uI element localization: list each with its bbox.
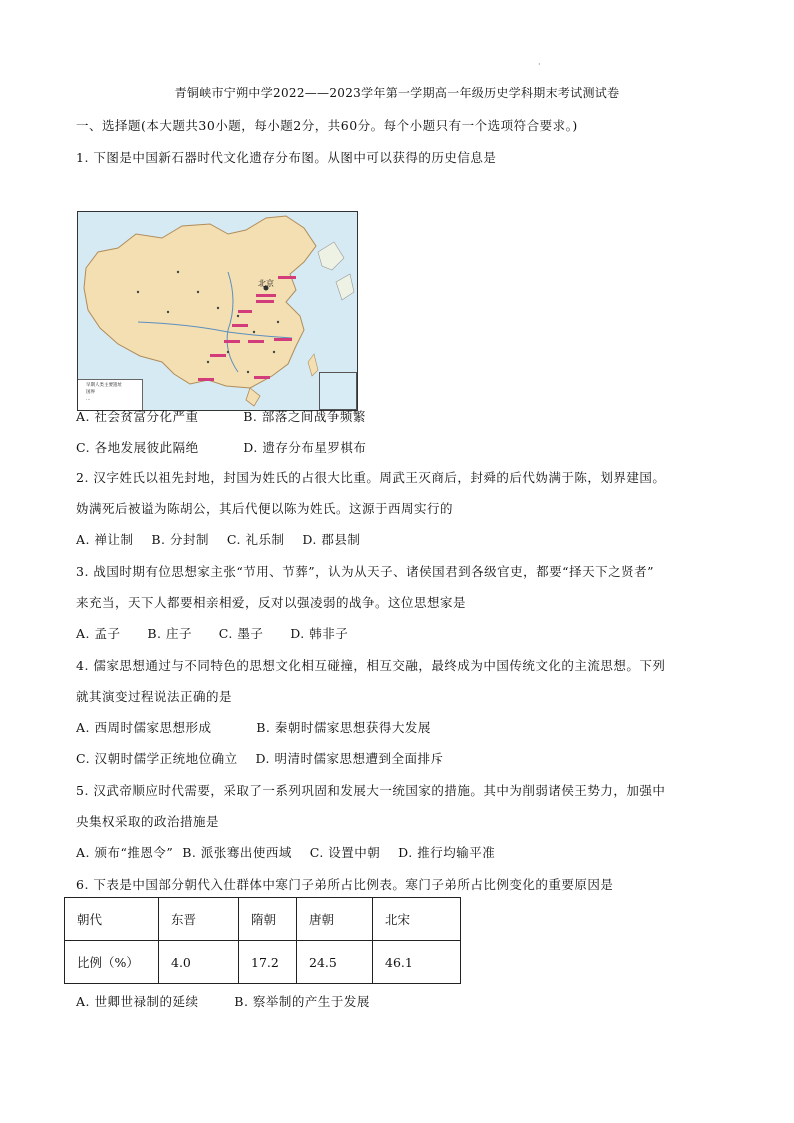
- table-cell: 朝代: [65, 898, 159, 941]
- map-legend: [78, 379, 143, 410]
- question-5-stem-line-1: 5. 汉武帝顺应时代需要，采取了一系列巩固和发展大一统国家的措施。其中为削弱诸侯王势力，加强中: [76, 783, 666, 798]
- map-city-label: 北京: [258, 279, 274, 288]
- south-china-sea-inset: [319, 372, 357, 410]
- question-2-stem-line-2: 妫满死后被谥为陈胡公，其后代便以陈为姓氏。这源于西周实行的: [76, 501, 454, 516]
- question-4-stem-line-2: 就其演变过程说法正确的是: [76, 689, 233, 704]
- table-cell: 4.0: [159, 941, 239, 984]
- table-cell: 唐朝: [297, 898, 373, 941]
- table-cell: 东晋: [159, 898, 239, 941]
- question-3-options: A. 孟子 B. 庄子 C. 墨子 D. 韩非子: [76, 626, 349, 641]
- table-cell: 隋朝: [239, 898, 297, 941]
- question-1-stem: 1. 下图是中国新石器时代文化遗存分布图。从图中可以获得的历史信息是: [76, 150, 497, 165]
- legend-item-sites: 早期人类主要遗址: [86, 383, 122, 388]
- question-3-stem-line-1: 3. 战国时期有位思想家主张“节用、节葬”，认为从天子、诸侯国君到各级官吏，都要“择天下之贤者”: [76, 564, 654, 579]
- table-cell: 比例（%）: [65, 941, 159, 984]
- question-4-stem-line-1: 4. 儒家思想通过与不同特色的思想文化相互碰撞，相互交融，最终成为中国传统文化的主流思想。下列: [76, 658, 666, 673]
- question-1-options-row-1: A. 社会贫富分化严重 B. 部落之间战争频繁: [76, 409, 366, 424]
- table-cell: 17.2: [239, 941, 297, 984]
- question-4-options-row-1: A. 西周时儒家思想形成 B. 秦朝时儒家思想获得大发展: [76, 720, 431, 735]
- exam-title: 青铜峡市宁朔中学2022——2023学年第一学期高一年级历史学科期末考试测试卷: [174, 86, 620, 100]
- question-6-stem: 6. 下表是中国部分朝代入仕群体中寒门子弟所占比例表。寒门子弟所占比例变化的重要原因是: [76, 877, 614, 892]
- section-heading: 一、选择题(本大题共30小题，每小题2分，共60分。每个小题只有一个选项符合要求。): [76, 118, 578, 133]
- question-1-options-row-2: C. 各地发展彼此隔绝 D. 遗存分布星罗棋布: [76, 440, 367, 455]
- header-mark: ·: [538, 60, 541, 69]
- question-5-options: A. 颁布“推恩令” B. 派张骞出使西域 C. 设置中朝 D. 推行均输平准: [76, 845, 496, 860]
- question-4-options-row-2: C. 汉朝时儒学正统地位确立 D. 明清时儒家思想遭到全面排斥: [76, 751, 444, 766]
- table-cell: 46.1: [373, 941, 461, 984]
- legend-item-border: 国界: [86, 390, 95, 395]
- question-2-options: A. 禅让制 B. 分封制 C. 礼乐制 D. 郡县制: [76, 532, 361, 547]
- question-6-options: A. 世卿世禄制的延续 B. 察举制的产生于发展: [76, 994, 370, 1009]
- civil-service-ratio-table: [64, 897, 461, 984]
- question-5-stem-line-2: 央集权采取的政治措施是: [76, 814, 220, 829]
- table-cell: 北宋: [373, 898, 461, 941]
- table-cell: 24.5: [297, 941, 373, 984]
- neolithic-sites-map: [77, 211, 358, 411]
- question-3-stem-line-2: 来充当，天下人都要相亲相爱，反对以强凌弱的战争。这位思想家是: [76, 595, 467, 610]
- table-header-row: [65, 898, 461, 941]
- legend-item-other: …: [86, 397, 91, 402]
- table-row: [65, 941, 461, 984]
- question-2-stem-line-1: 2. 汉字姓氏以祖先封地，封国为姓氏的占很大比重。周武王灭商后，封舜的后代妫满于陈，划界建国。: [76, 470, 666, 485]
